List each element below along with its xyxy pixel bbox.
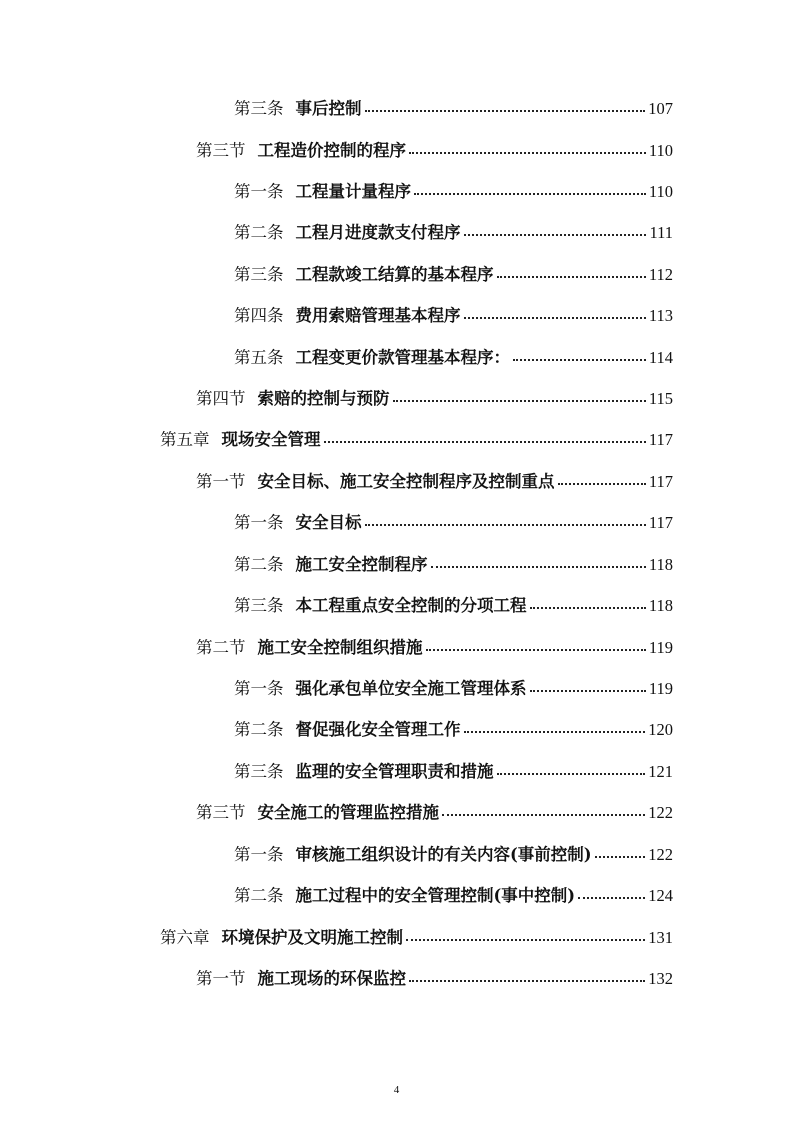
- dot-leader: [409, 979, 645, 982]
- toc-entry-page: 111: [649, 223, 673, 242]
- toc-entry-page: 124: [648, 886, 673, 905]
- toc-entry-number: 第一节: [196, 969, 246, 988]
- toc-entry-page: 122: [648, 845, 673, 864]
- toc-entry[interactable]: [234, 222, 673, 244]
- toc-entry-page: 121: [648, 762, 673, 781]
- toc-entry-number: 第三条: [234, 265, 284, 284]
- toc-entry-page: 112: [648, 265, 673, 284]
- toc-entry-title: 施工安全控制组织措施: [257, 638, 423, 657]
- toc-entry-number: 第三条: [234, 762, 284, 781]
- toc-entry-title: 费用索赔管理基本程序: [295, 306, 461, 325]
- dot-leader: [324, 440, 646, 443]
- toc-entry-number: 第五章: [160, 430, 210, 449]
- toc-entry-page: 119: [648, 638, 673, 657]
- toc-entry-title: 工程变更价款管理基本程序：: [295, 348, 510, 367]
- toc-entry[interactable]: [234, 719, 673, 741]
- dot-leader: [406, 938, 645, 941]
- toc-entry-page: 113: [648, 306, 673, 325]
- toc-entry-title: 监理的安全管理职责和措施: [295, 762, 494, 781]
- dot-leader: [464, 316, 646, 319]
- toc-entry-page: 119: [648, 679, 673, 698]
- toc-entry-page: 110: [648, 182, 673, 201]
- toc-entry-number: 第二条: [234, 886, 284, 905]
- toc-entry[interactable]: [234, 512, 673, 534]
- toc-entry[interactable]: [196, 802, 673, 824]
- toc-entry[interactable]: [234, 305, 673, 327]
- toc-entry-page: 132: [648, 969, 673, 988]
- toc-entry-title: 工程月进度款支付程序: [295, 223, 461, 242]
- toc-entry-page: 110: [648, 141, 673, 160]
- toc-entry-number: 第四条: [234, 306, 284, 325]
- dot-leader: [431, 565, 646, 568]
- toc-entry-number: 第六章: [160, 928, 210, 947]
- toc-entry-title: 强化承包单位安全施工管理体系: [295, 679, 527, 698]
- toc-entry-number: 第二条: [234, 555, 284, 574]
- toc-entry-number: 第三节: [196, 141, 246, 160]
- dot-leader: [426, 648, 646, 651]
- toc-entry-page: 115: [648, 389, 673, 408]
- toc-entry-title: 工程造价控制的程序: [257, 141, 406, 160]
- toc-entry-title: 安全目标、施工安全控制程序及控制重点: [257, 472, 555, 491]
- dot-leader: [530, 689, 646, 692]
- toc-entry-title: 审核施工组织设计的有关内容(事前控制): [295, 845, 592, 864]
- toc-entry-title: 施工安全控制程序: [295, 555, 428, 574]
- toc-entry-number: 第二条: [234, 720, 284, 739]
- toc-entry[interactable]: [234, 554, 673, 576]
- toc-entry[interactable]: [234, 885, 673, 907]
- dot-leader: [497, 275, 646, 278]
- toc-entry[interactable]: [196, 388, 673, 410]
- toc-entry-title: 安全目标: [295, 513, 362, 532]
- toc-entry[interactable]: [234, 761, 673, 783]
- toc-entry[interactable]: [234, 98, 673, 120]
- toc-entry[interactable]: [196, 471, 673, 493]
- toc-entry-page: 120: [648, 720, 673, 739]
- toc-entry-page: 118: [648, 555, 673, 574]
- dot-leader: [409, 151, 646, 154]
- toc-entry[interactable]: [234, 181, 673, 203]
- toc-entry-number: 第一节: [196, 472, 246, 491]
- toc-entry-page: 122: [648, 803, 673, 822]
- toc-entry-number: 第五条: [234, 348, 284, 367]
- dot-leader: [414, 192, 646, 195]
- dot-leader: [595, 855, 646, 858]
- toc-entry[interactable]: [160, 927, 673, 949]
- toc-entry-page: 118: [648, 596, 673, 615]
- toc-entry[interactable]: [234, 678, 673, 700]
- dot-leader: [365, 109, 646, 112]
- toc-entry-title: 安全施工的管理监控措施: [257, 803, 439, 822]
- toc-entry-number: 第三条: [234, 99, 284, 118]
- dot-leader: [497, 772, 646, 775]
- toc-entry-title: 工程款竣工结算的基本程序: [295, 265, 494, 284]
- toc-entry-title: 索赔的控制与预防: [257, 389, 390, 408]
- page-number: 4: [393, 1084, 400, 1096]
- toc-entry-number: 第三条: [234, 596, 284, 615]
- dot-leader: [558, 482, 646, 485]
- toc-entry[interactable]: [196, 968, 673, 990]
- toc-entry-page: 117: [648, 513, 673, 532]
- toc-entry-title: 本工程重点安全控制的分项工程: [295, 596, 527, 615]
- toc-entry[interactable]: [196, 637, 673, 659]
- toc-entry[interactable]: [234, 264, 673, 286]
- toc-entry-title: 施工现场的环保监控: [257, 969, 406, 988]
- toc-entry-number: 第三节: [196, 803, 246, 822]
- toc-entry-number: 第一条: [234, 679, 284, 698]
- toc-entry-number: 第一条: [234, 182, 284, 201]
- dot-leader: [464, 730, 646, 733]
- toc-entry-number: 第一条: [234, 513, 284, 532]
- dot-leader: [365, 523, 646, 526]
- toc-entry-number: 第二节: [196, 638, 246, 657]
- toc-entry-title: 施工过程中的安全管理控制(事中控制): [295, 886, 576, 905]
- toc-entry-title: 环境保护及文明施工控制: [221, 928, 403, 947]
- toc-entry[interactable]: [196, 140, 673, 162]
- toc-entry-page: 107: [648, 99, 673, 118]
- toc-entry-title: 工程量计量程序: [295, 182, 411, 201]
- dot-leader: [530, 606, 646, 609]
- dot-leader: [393, 399, 646, 402]
- toc-entry-page: 114: [648, 348, 673, 367]
- dot-leader: [578, 896, 645, 899]
- toc-entry-number: 第一条: [234, 845, 284, 864]
- toc-entry[interactable]: [234, 595, 673, 617]
- toc-entry-page: 117: [648, 472, 673, 491]
- toc-entry[interactable]: [234, 347, 673, 369]
- dot-leader: [513, 358, 646, 361]
- toc-entry-title: 现场安全管理: [221, 430, 321, 449]
- dot-leader: [464, 233, 647, 236]
- toc-entry-number: 第二条: [234, 223, 284, 242]
- toc-entry[interactable]: [234, 844, 673, 866]
- dot-leader: [442, 813, 645, 816]
- toc-entry-page: 117: [648, 430, 673, 449]
- toc-entry-title: 事后控制: [295, 99, 362, 118]
- toc-entry[interactable]: [160, 429, 673, 451]
- toc-entry-number: 第四节: [196, 389, 246, 408]
- toc-entry-page: 131: [648, 928, 673, 947]
- toc-entry-title: 督促强化安全管理工作: [295, 720, 461, 739]
